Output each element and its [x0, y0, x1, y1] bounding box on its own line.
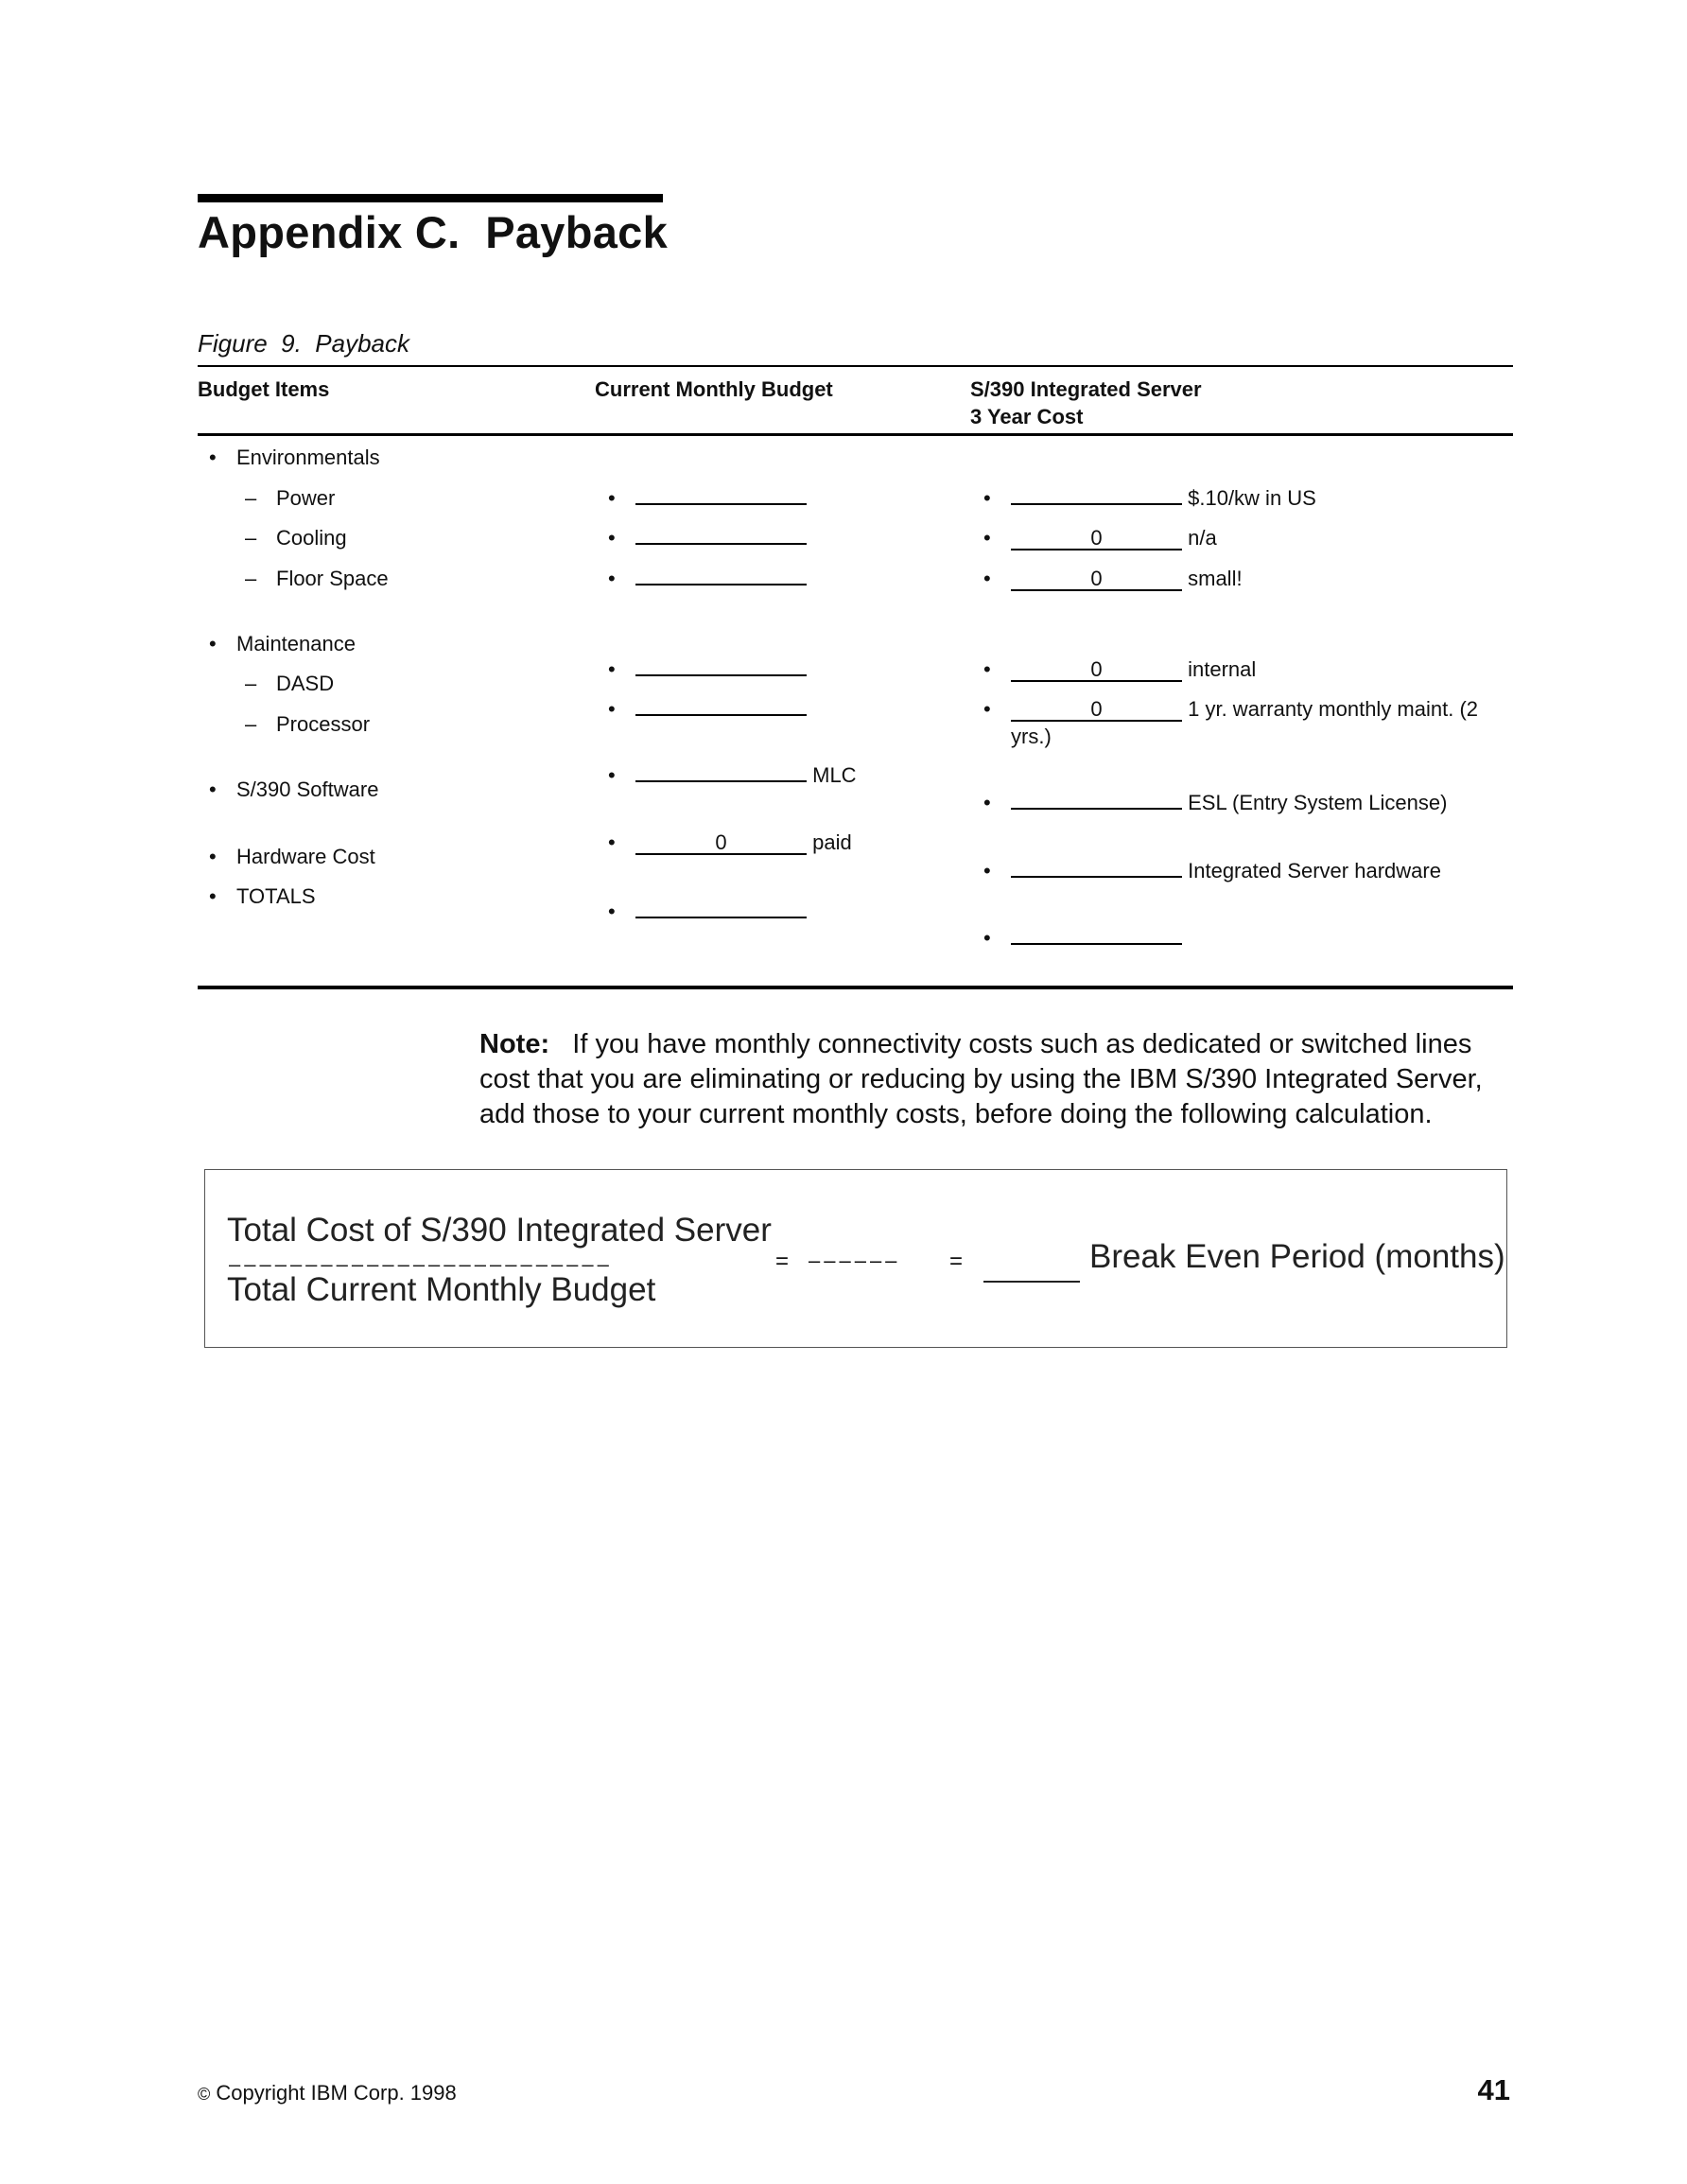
formula-equals-sign: =: [949, 1249, 964, 1274]
item-power: Power: [276, 486, 336, 510]
server-processor-field: [1011, 695, 1522, 750]
budget-floor-field: [635, 565, 807, 592]
server-floor-suffix: small!: [1188, 567, 1243, 590]
note-text: If you have monthly connectivity costs such as dedicated or switched lines cost that you are eliminating or reducing by using the IBM S/390 Integrated Server, add those to your current monthly costs, before doing the following calculation.: [479, 1029, 1483, 1129]
bullet: •: [608, 657, 616, 681]
server-dasd-field: [1011, 655, 1256, 683]
server-hardware-suffix: Integrated Server hardware: [1188, 859, 1441, 882]
server-processor-value: 0: [1011, 699, 1182, 722]
table-header-rule: [198, 433, 1513, 436]
bullet: •: [983, 486, 991, 510]
bullet: •: [608, 697, 616, 721]
server-dasd-value: 0: [1011, 659, 1182, 682]
note-label: Note:: [479, 1029, 550, 1059]
bullet: •: [983, 697, 991, 721]
copyright-symbol: ©: [198, 2085, 211, 2104]
bullet: •: [983, 859, 991, 882]
header-integrated-server-line1: S/390 Integrated Server: [970, 377, 1202, 401]
server-hardware-field: [1011, 857, 1441, 884]
header-integrated-server-line2: 3 Year Cost: [970, 405, 1084, 428]
payback-table: [198, 365, 1513, 989]
header-current-monthly-budget: Current Monthly Budget: [595, 377, 833, 401]
budget-software-field: [635, 761, 857, 789]
bullet: •: [608, 900, 616, 923]
budget-software-suffix: MLC: [812, 763, 857, 787]
bullet: •: [209, 884, 217, 908]
formula-equals-sign: =: [775, 1249, 790, 1274]
formula-short-bar: ––––––: [809, 1249, 901, 1272]
server-power-suffix: $.10/kw in US: [1188, 486, 1316, 510]
bullet: •: [209, 845, 217, 868]
item-maintenance: Maintenance: [236, 632, 356, 655]
formula-fraction-bar: –––––––––––––––––––––––––: [229, 1252, 613, 1276]
title-rule: [198, 194, 663, 202]
table-top-rule: [198, 365, 1513, 367]
item-floor-space: Floor Space: [276, 567, 389, 590]
page-title: Appendix C. Payback: [198, 207, 669, 257]
bullet: •: [983, 926, 991, 950]
bullet: •: [608, 567, 616, 590]
server-software-field: [1011, 789, 1447, 816]
budget-dasd-field: [635, 655, 807, 683]
dash: –: [245, 567, 257, 590]
note-paragraph: [479, 1027, 1515, 1132]
budget-hardware-suffix: paid: [812, 830, 852, 854]
bullet: •: [608, 830, 616, 854]
bullet: •: [209, 446, 217, 469]
server-dasd-suffix: internal: [1188, 657, 1257, 681]
bullet: •: [209, 778, 217, 801]
formula-result-label: Break Even Period (months): [1089, 1238, 1505, 1275]
item-cooling: Cooling: [276, 526, 347, 550]
header-budget-items: Budget Items: [198, 377, 330, 401]
server-cooling-suffix: n/a: [1188, 526, 1217, 550]
copyright-text: Copyright IBM Corp. 1998: [216, 2081, 457, 2105]
formula-result-blank: [983, 1281, 1080, 1283]
item-environmentals: Environmentals: [236, 446, 380, 469]
bullet: •: [608, 486, 616, 510]
dash: –: [245, 526, 257, 550]
server-floor-field: [1011, 565, 1243, 592]
item-s390-software: S/390 Software: [236, 778, 379, 801]
formula-denominator: Total Current Monthly Budget: [227, 1271, 656, 1308]
budget-power-field: [635, 484, 807, 512]
bullet: •: [608, 763, 616, 787]
formula-numerator: Total Cost of S/390 Integrated Server: [227, 1212, 772, 1249]
table-bottom-rule: [198, 986, 1513, 989]
item-dasd: DASD: [276, 672, 335, 695]
budget-totals-field: [635, 898, 807, 925]
budget-processor-field: [635, 695, 807, 723]
server-floor-value: 0: [1011, 568, 1182, 591]
bullet: •: [983, 526, 991, 550]
bullet: •: [608, 526, 616, 550]
bullet: •: [209, 632, 217, 655]
break-even-formula: [204, 1169, 1507, 1348]
item-totals: TOTALS: [236, 884, 316, 908]
page-number: 41: [1477, 2073, 1510, 2106]
dash: –: [245, 712, 257, 736]
server-software-suffix: ESL (Entry System License): [1188, 791, 1448, 814]
bullet: •: [983, 791, 991, 814]
copyright-notice: [198, 2081, 457, 2105]
item-hardware-cost: Hardware Cost: [236, 845, 375, 868]
dash: –: [245, 672, 257, 695]
server-cooling-value: 0: [1011, 528, 1182, 550]
dash: –: [245, 486, 257, 510]
item-processor: Processor: [276, 712, 371, 736]
budget-hardware-field: [635, 829, 852, 856]
bullet: •: [983, 567, 991, 590]
server-power-field: [1011, 484, 1316, 512]
budget-cooling-field: [635, 524, 807, 551]
budget-hardware-value: 0: [635, 832, 807, 855]
server-cooling-field: [1011, 524, 1217, 551]
server-processor-suffix: 1 yr. warranty monthly maint. (2 yrs.): [1011, 697, 1479, 748]
figure-caption: Figure 9. Payback: [198, 329, 409, 358]
bullet: •: [983, 657, 991, 681]
server-totals-field: [1011, 924, 1182, 952]
